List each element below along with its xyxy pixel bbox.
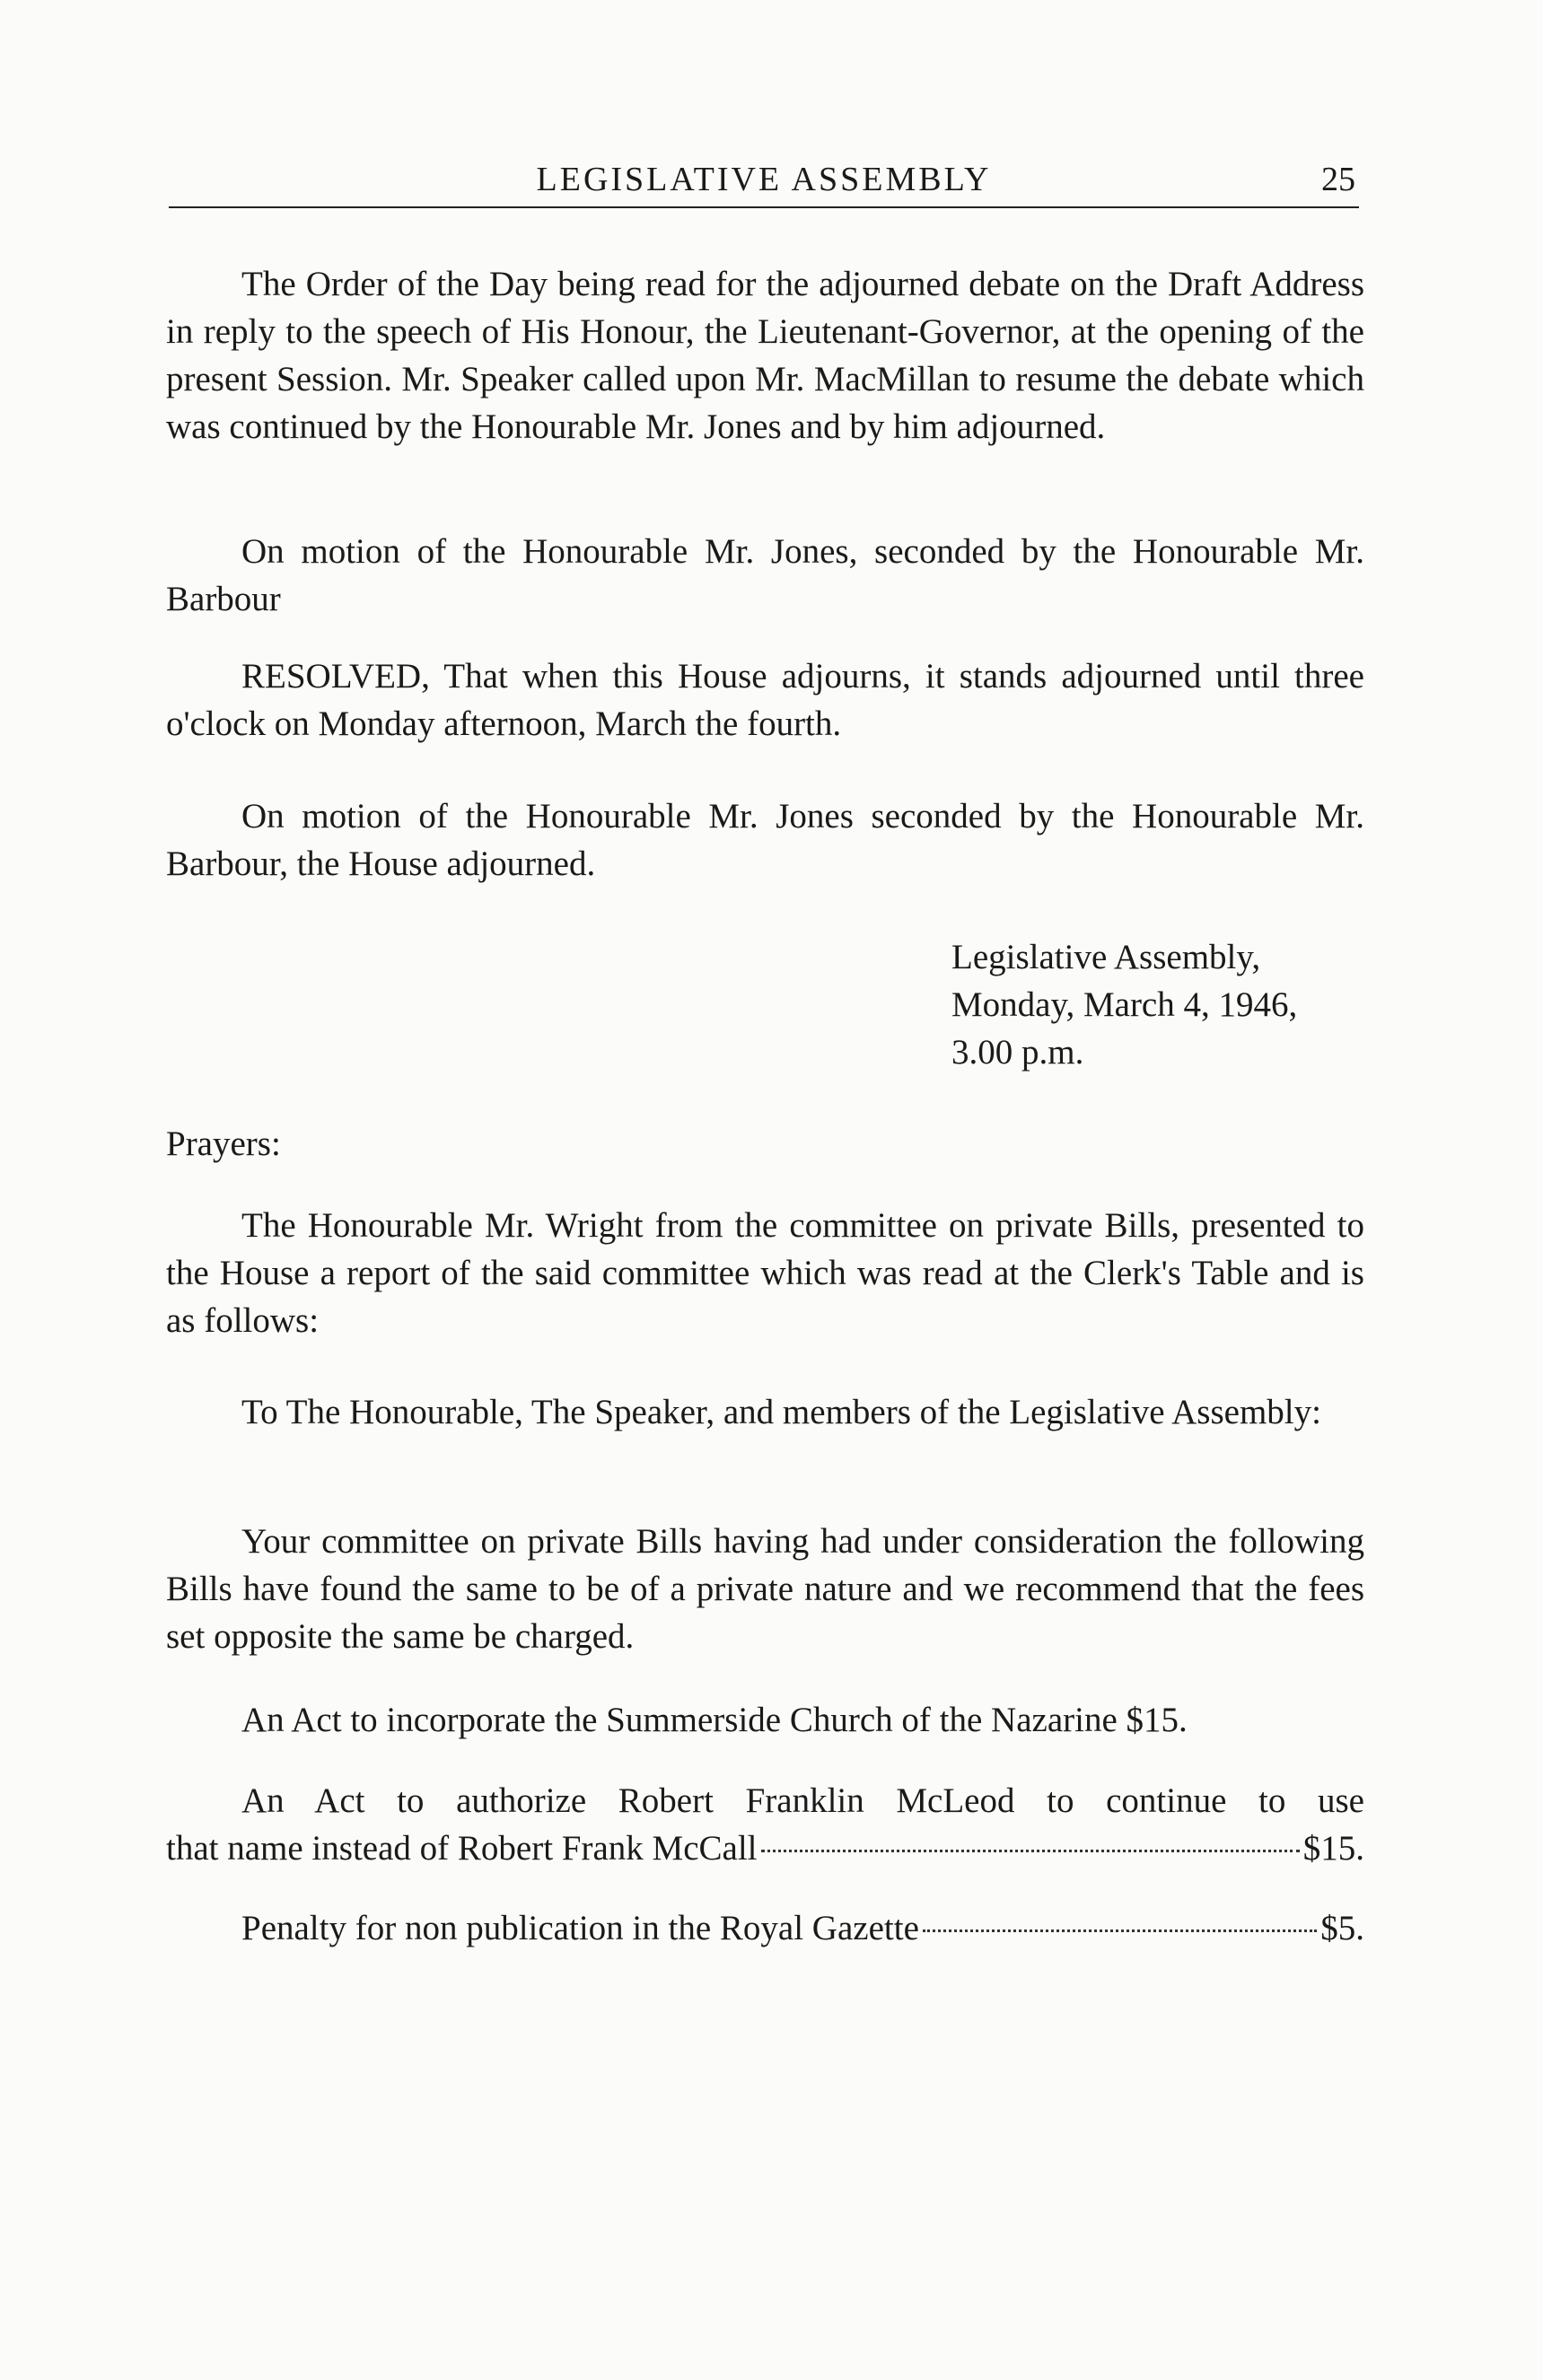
bill-mcleod-line1: An Act to authorize Robert Franklin McLeod to continue to use xyxy=(241,1781,1364,1820)
paragraph-motion-jones: On motion of the Honourable Mr. Jones, seconded by the Honourable Mr. Barbour xyxy=(166,532,1364,618)
page-header-title: LEGISLATIVE ASSEMBLY xyxy=(536,161,992,198)
penalty-text: Penalty for non publication in the Royal Gazette xyxy=(241,1909,919,1947)
paragraph-committee-report: The Honourable Mr. Wright from the committee on private Bills, presented to the House a report of the said committee which was read at the Clerk's Table and is as follows: xyxy=(166,1206,1364,1340)
bill-mcleod-fee: $15. xyxy=(1302,1829,1364,1868)
dot-leader xyxy=(923,1929,1317,1932)
running-head xyxy=(169,153,1359,208)
paragraph-address-to-speaker: To The Honourable, The Speaker, and members of the Legislative Assembly: xyxy=(241,1393,1321,1431)
dateline-time: 3.00 p.m. xyxy=(951,1033,1084,1072)
penalty-fee: $5. xyxy=(1320,1909,1364,1947)
sitting-dateline xyxy=(951,933,1297,1076)
page-number: 25 xyxy=(1321,161,1355,198)
bill-mcleod-line2: that name instead of Robert Frank McCall xyxy=(166,1829,758,1868)
penalty-line xyxy=(166,1904,1364,1952)
bill-nazarine-church: An Act to incorporate the Summerside Church of the Nazarine $15. xyxy=(241,1701,1188,1739)
paragraph-order-of-day: The Order of the Day being read for the adjourned debate on the Draft Address in reply to the speech of His Honour, the Lieutenant-Governor, at the opening of the present Session. Mr. Speaker called upon Mr. MacMillan to resume the debate which was continued by the Honourable Mr. Jones and by him adjourned. xyxy=(166,265,1364,446)
paragraph-resolved: RESOLVED, That when this House adjourns, it stands adjourned until three o'clock on Monday afternoon, March the fourth. xyxy=(166,657,1364,743)
dot-leader xyxy=(761,1850,1300,1852)
dateline-assembly: Legislative Assembly, xyxy=(951,938,1261,976)
prayers-label: Prayers: xyxy=(166,1124,281,1163)
dateline-date: Monday, March 4, 1946, xyxy=(951,985,1298,1024)
paragraph-house-adjourned: On motion of the Honourable Mr. Jones seconded by the Honourable Mr. Barbour, the House adjourned. xyxy=(166,797,1364,883)
paragraph-committee-recommendation: Your committee on private Bills having had under consideration the following Bills have found the same to be of a private nature and we recommend that the fees set opposite the same be charged. xyxy=(166,1522,1364,1656)
bill-mcleod-name xyxy=(166,1777,1364,1872)
